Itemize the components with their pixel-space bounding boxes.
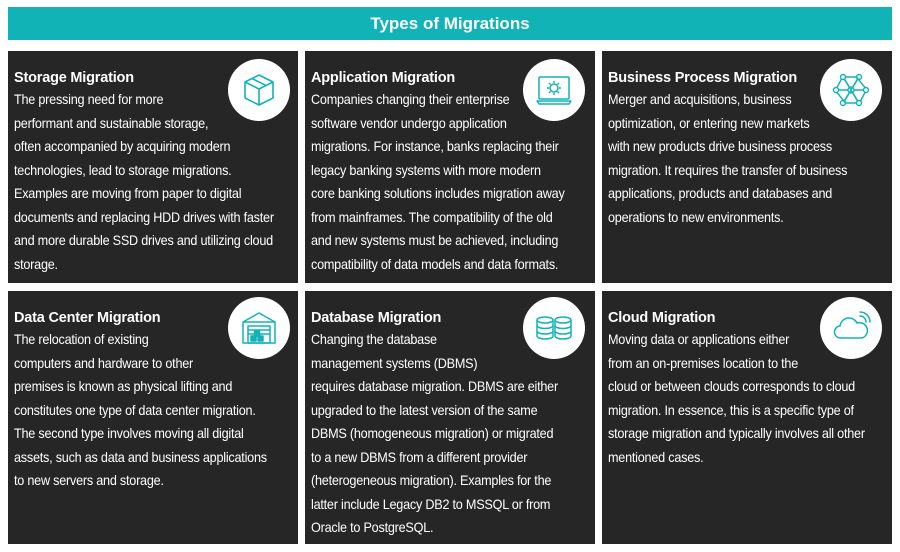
card-line: Changing the database	[311, 332, 437, 347]
card-title: Business Process Migration	[608, 70, 797, 86]
card-title: Data Center Migration	[14, 310, 161, 326]
card-database-migration	[305, 291, 595, 544]
card-line: Merger and acquisitions, business	[608, 92, 792, 107]
card-cloud-migration	[602, 291, 892, 544]
network-icon	[820, 59, 882, 121]
card-line: compatibility of data models and data formats.	[311, 256, 559, 272]
card-line: assets, such as data and business applications	[14, 449, 267, 465]
card-line: The pressing need for more	[14, 92, 164, 107]
card-title: Cloud Migration	[608, 310, 716, 326]
card-line: documents and replacing HDD drives with faster	[14, 209, 274, 225]
card-line: premises is known as physical lifting and	[14, 379, 233, 394]
card-line: Examples are moving from paper to digital	[14, 186, 242, 201]
card-line: operations to new environments.	[608, 209, 784, 225]
diagram-title-banner: Types of Migrations	[8, 7, 892, 40]
card-line: migration. In essence, this is a specific type of	[608, 402, 854, 418]
card-line: from an on-premises location to the	[608, 355, 799, 371]
card-line: storage.	[14, 256, 58, 272]
card-line: DBMS (homogeneous migration) or migrated	[311, 426, 554, 441]
card-line: with new products drive business process	[608, 139, 832, 154]
card-line: core banking solutions includes migration away	[311, 186, 565, 201]
card-line: computers and hardware to other	[14, 355, 194, 371]
card-line: legacy banking systems with more modern	[311, 162, 541, 178]
card-application-migration	[305, 51, 595, 283]
card-title: Storage Migration	[14, 70, 134, 86]
card-data-center-migration	[8, 291, 298, 544]
card-line: migration. It requires the transfer of business	[608, 162, 848, 178]
card-line: mentioned cases.	[608, 449, 704, 465]
card-line: latter include Legacy DB2 to MSSQL or from	[311, 496, 551, 512]
card-line: and new systems must be achieved, including	[311, 233, 559, 248]
cloud-icon	[820, 297, 882, 359]
card-line: The relocation of existing	[14, 332, 149, 347]
card-line: technologies, lead to storage migrations.	[14, 162, 232, 178]
box-icon	[228, 59, 290, 121]
card-title: Database Migration	[311, 310, 442, 326]
card-line: and more durable SSD drives and utilizing cloud	[14, 233, 273, 248]
card-line: management systems (DBMS)	[311, 355, 478, 371]
card-line: from mainframes. The compatibility of the old	[311, 209, 553, 225]
card-line: applications, products and databases and	[608, 186, 833, 201]
card-line: storage migration and typically involves all other	[608, 426, 865, 441]
card-storage-migration	[8, 51, 298, 283]
warehouse-icon	[228, 297, 290, 359]
card-line: to new servers and storage.	[14, 473, 164, 488]
card-line: Oracle to PostgreSQL.	[311, 520, 434, 535]
card-line: constitutes one type of data center migration.	[14, 402, 256, 418]
card-line: migrations. For instance, banks replacing their	[311, 139, 559, 154]
card-line: software vendor undergo application	[311, 115, 507, 131]
card-line: Companies changing their enterprise	[311, 92, 510, 107]
card-line: often accompanied by acquiring modern	[14, 139, 231, 154]
card-line: upgraded to the latest version of the same	[311, 402, 538, 418]
card-line: to a new DBMS from a different provider	[311, 449, 528, 465]
database-icon	[523, 297, 585, 359]
card-line: cloud or between clouds corresponds to cloud	[608, 379, 855, 394]
card-line: Moving data or applications either	[608, 332, 790, 347]
card-line: requires database migration. DBMS are either	[311, 379, 558, 394]
card-line: performant and sustainable storage,	[14, 115, 209, 131]
card-line: (heterogeneous migration). Examples for the	[311, 473, 552, 488]
card-title: Application Migration	[311, 70, 456, 86]
card-line: The second type involves moving all digital	[14, 426, 244, 441]
card-business-process-migration	[602, 51, 892, 283]
monitor-gear-icon	[523, 59, 585, 121]
card-line: optimization, or entering new markets	[608, 115, 810, 131]
